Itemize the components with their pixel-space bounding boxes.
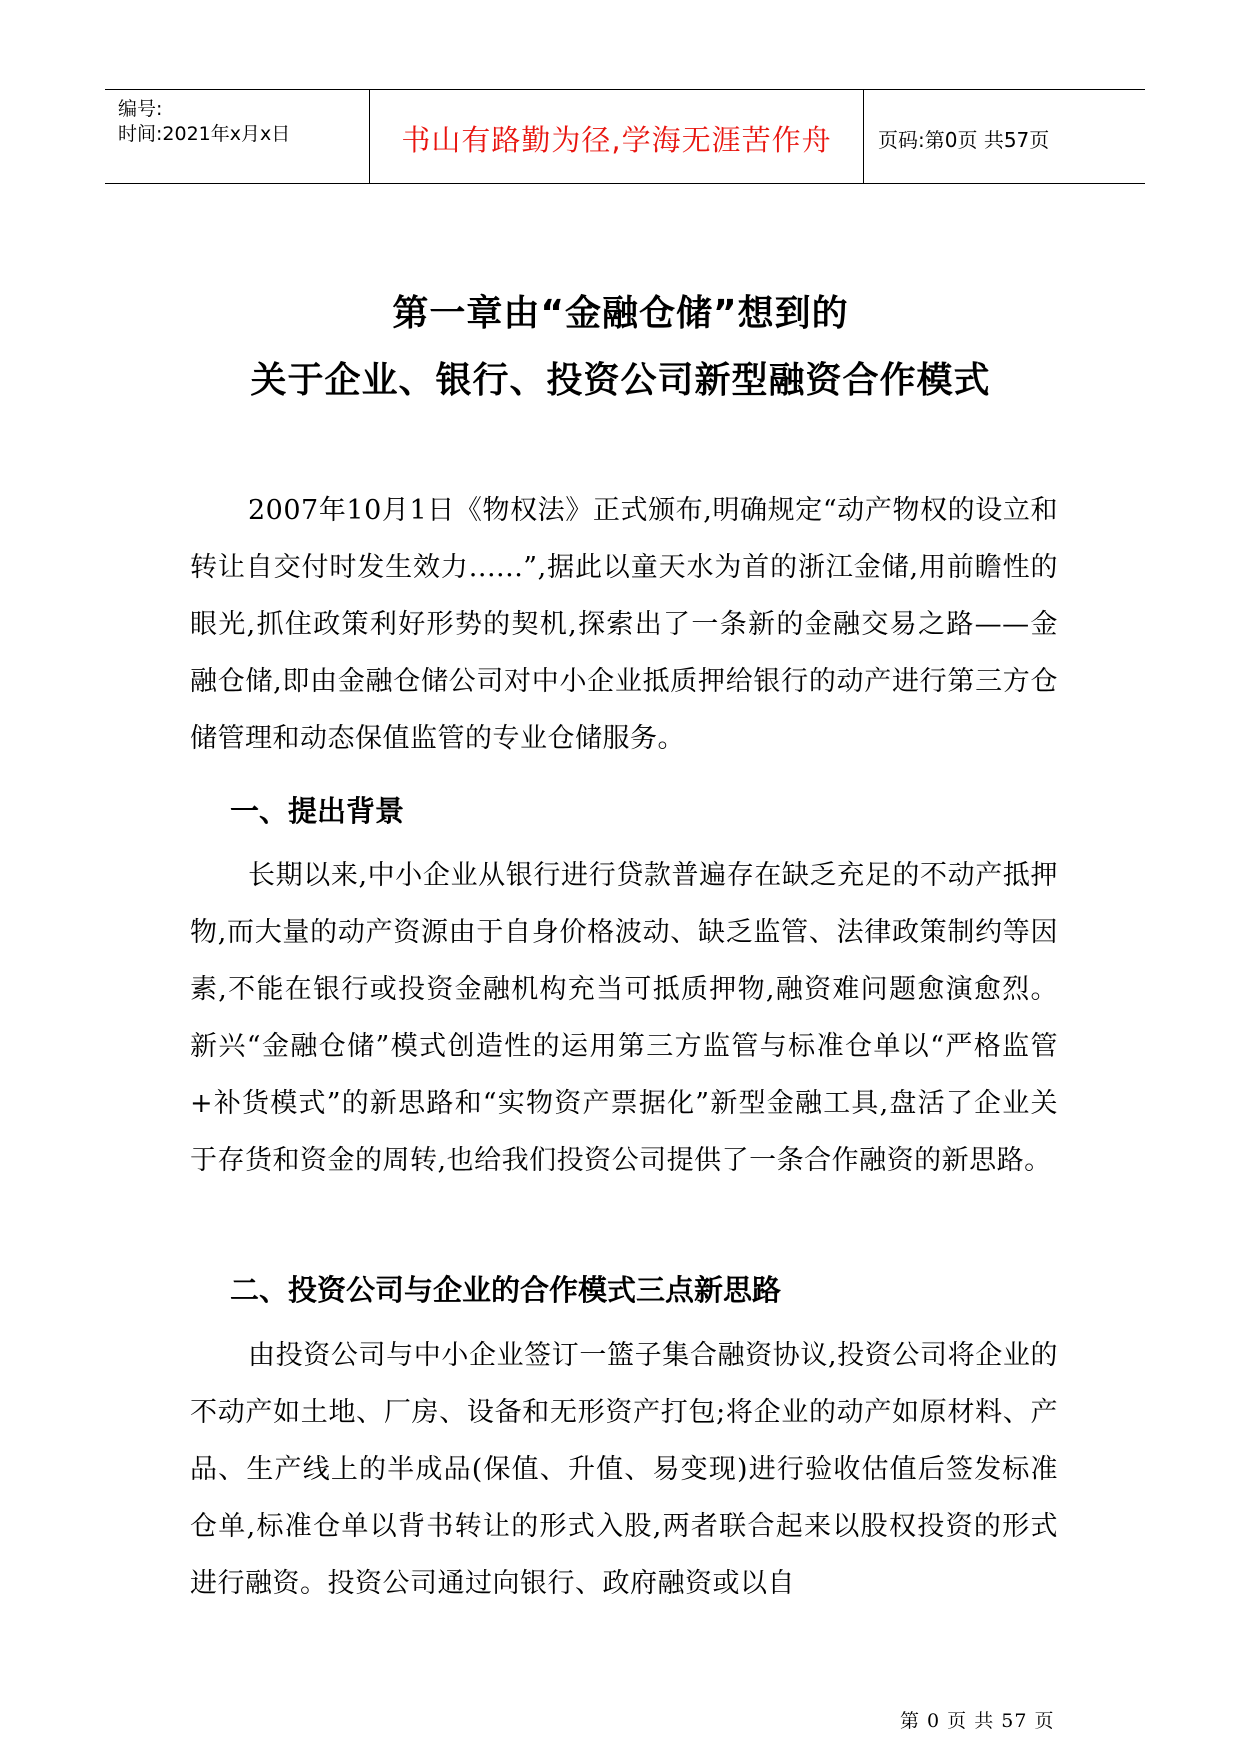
doc-time-label: 时间:2021年x月x日 <box>118 123 291 145</box>
page-footer: 第 0 页 共 57 页 <box>900 1710 1055 1732</box>
intro-paragraph: 2007年10月1日《物权法》正式颁布,明确规定“动产物权的设立和转让自交付时发生效力......”,据此以童天水为首的浙江金储,用前瞻性的眼光,抓住政策利好形势的契机,探索出了一条新的金融交易之路——金融仓储,即由金融仓储公司对中小企业抵质押给银行的动产进行第三方仓储管理和动态保值监管的专业仓储服务。 <box>190 495 1058 754</box>
section-heading-cooperation: 二、投资公司与企业的合作模式三点新思路 <box>230 1273 782 1307</box>
header-motto: 书山有路勤为径,学海无涯苦作舟 <box>401 123 832 157</box>
background-paragraph: 长期以来,中小企业从银行进行贷款普遍存在缺乏充足的不动产抵押物,而大量的动产资源由于自身价格波动、缺乏监管、法律政策制约等因素,不能在银行或投资金融机构充当可抵质押物,融资难问题愈演愈烈。新兴“金融仓储”模式创造性的运用第三方监管与标准仓单以“严格监管+补货模式”的新思路和“实物资产票据化”新型金融工具,盘活了企业关于存货和资金的周转,也给我们投资公司提供了一条合作融资的新思路。 <box>190 860 1058 1176</box>
document-header <box>105 89 1145 184</box>
header-motto-cell <box>369 90 864 183</box>
doc-number-label: 编号: <box>118 98 163 120</box>
chapter-subtitle: 关于企业、银行、投资公司新型融资合作模式 <box>250 360 991 401</box>
header-meta <box>105 90 369 183</box>
section-heading-background: 一、提出背景 <box>230 794 405 828</box>
cooperation-paragraph: 由投资公司与中小企业签订一篮子集合融资协议,投资公司将企业的不动产如土地、厂房、设备和无形资产打包;将企业的动产如原材料、产品、生产线上的半成品(保值、升值、易变现)进行验收估值后签发标准仓单,标准仓单以背书转让的形式入股,两者联合起来以股权投资的形式进行融资。投资公司通过向银行、政府融资或以自 <box>190 1340 1058 1599</box>
header-page-cell <box>864 90 1145 183</box>
header-page-code: 页码:第0页 共57页 <box>878 128 1050 152</box>
chapter-title: 第一章由“金融仓储”想到的 <box>392 293 849 334</box>
